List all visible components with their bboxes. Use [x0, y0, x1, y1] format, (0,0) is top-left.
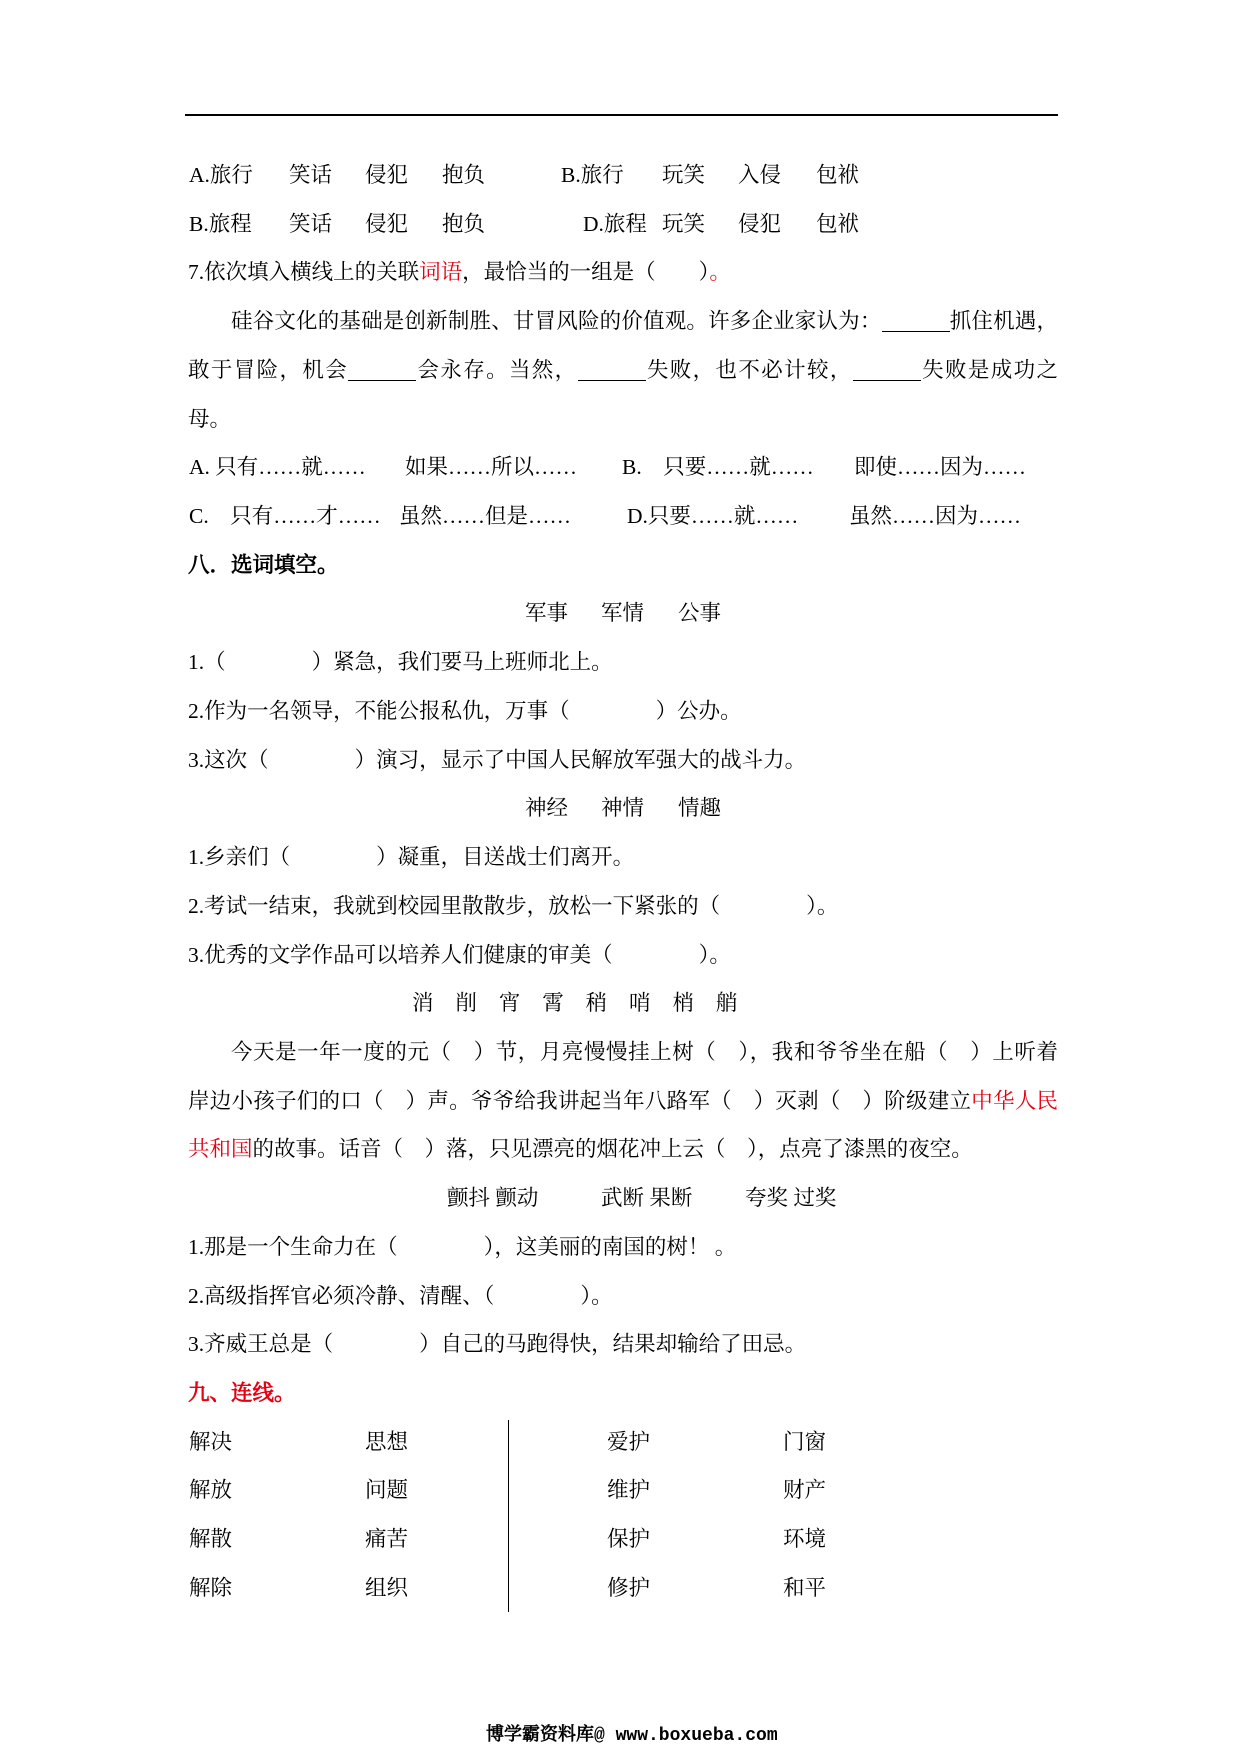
match-left-term: 解决 — [189, 1429, 233, 1454]
choice-b-part-2: 即使……因为…… — [854, 455, 1027, 480]
page-content — [0, 151, 1241, 1613]
q6-options-row-1 — [0, 151, 1241, 200]
word-bank-pair: 武断 果断 — [601, 1186, 693, 1211]
match-left-term: 解散 — [189, 1527, 233, 1552]
group-1-word-bank — [0, 589, 1241, 638]
q7-stem-highlight: 词语 — [419, 260, 463, 285]
q7-passage-line-2 — [0, 346, 1241, 395]
group-2-word-bank — [0, 784, 1241, 833]
group-2-sentence-2 — [0, 882, 1241, 931]
option-d-word-2: 玩笑 — [662, 211, 706, 236]
match-right-object: 财产 — [783, 1478, 827, 1503]
group-4-sentence-2 — [0, 1272, 1241, 1321]
sentence-text: 3.齐威王总是（ ）自己的马跑得快，结果却输给了田忌。 — [188, 1332, 807, 1357]
passage-text — [188, 1077, 1058, 1126]
match-left-term: 解除 — [189, 1575, 233, 1600]
matching-row-4 — [0, 1564, 1241, 1613]
section-9-heading-row — [0, 1369, 1241, 1418]
q7-stem-text-2: ，最恰当的一组是（ ） — [462, 260, 710, 285]
word-bank-pair: 颤抖 颤动 — [447, 1186, 539, 1211]
q7-passage-text-3: 母。 — [188, 406, 232, 431]
choice-a-part-1: A. 只有……就…… — [189, 455, 366, 480]
match-right-term: 爱护 — [607, 1429, 651, 1454]
fill-in-blank — [853, 361, 921, 381]
choice-d-part-2: 虽然……因为…… — [849, 504, 1022, 529]
group-2-sentence-3 — [0, 931, 1241, 980]
passage-segment: 失败，也不必计较， — [645, 357, 853, 382]
option-c-word-1: B.旅程 — [189, 211, 252, 236]
option-c-word-4: 抱负 — [442, 211, 486, 236]
choice-c-part-1: C. 只有……才…… — [189, 504, 381, 529]
passage-segment: 的故事。话音（ ）落，只见漂亮的烟花冲上云（ ），点亮了漆黑的夜空。 — [252, 1137, 973, 1162]
page-footer: 博学霸资料库@ www.boxueba.com — [486, 1726, 778, 1746]
match-right-object: 门窗 — [783, 1429, 827, 1454]
q7-choices-row-2 — [0, 492, 1241, 541]
sentence-text: 2.作为一名领导，不能公报私仇，万事（ ）公办。 — [188, 698, 742, 723]
char-bank-item: 艄 — [715, 991, 738, 1016]
option-b-word-3: 入侵 — [738, 163, 782, 187]
word-bank-item: 公事 — [678, 601, 722, 626]
group-1-sentence-2 — [0, 687, 1241, 736]
passage-segment: 会永存。当然， — [416, 357, 578, 382]
sentence-text: 3.这次（ ）演习，显示了中国人民解放军强大的战斗力。 — [188, 747, 807, 772]
matching-row-2 — [0, 1466, 1241, 1515]
q7-stem — [188, 248, 731, 297]
option-a-word-2: 笑话 — [289, 163, 333, 187]
passage-segment: 失败是成功之 — [920, 357, 1058, 382]
q7-choices-row-1 — [0, 443, 1241, 492]
sentence-text: 1.（ ）紧急，我们要马上班师北上。 — [188, 650, 613, 675]
word-bank-item: 情趣 — [678, 796, 722, 821]
group-4-sentence-1 — [0, 1223, 1241, 1272]
group-3-passage-line-2 — [0, 1077, 1241, 1126]
matching-divider — [508, 1420, 509, 1612]
option-a-word-3: 侵犯 — [365, 163, 409, 187]
option-a-word-1: A.旅行 — [189, 163, 253, 187]
passage-segment: 岸边小孩子们的口（ ）声。爷爷给我讲起当年八路军（ ）灭剥（ ）阶级建立 — [188, 1088, 972, 1113]
section-8-heading: 八．选词填空。 — [188, 552, 339, 577]
option-c-word-3: 侵犯 — [365, 211, 409, 236]
match-left-object: 问题 — [365, 1478, 409, 1503]
match-left-object: 思想 — [365, 1429, 409, 1454]
char-bank — [412, 979, 737, 1028]
group-4-word-bank — [0, 1174, 1241, 1223]
group-3-passage-line-3 — [0, 1125, 1241, 1174]
word-bank-item: 军情 — [601, 601, 645, 626]
option-b-word-4: 包袱 — [816, 163, 860, 187]
section-8-heading-row — [0, 541, 1241, 590]
word-bank-item: 军事 — [525, 601, 569, 626]
q7-passage-text-1 — [231, 297, 1058, 346]
passage-segment: 硅谷文化的基础是创新制胜、甘冒风险的价值观。许多企业家认为： — [231, 309, 882, 334]
fill-in-blank — [348, 361, 416, 381]
char-bank-item: 宵 — [498, 991, 521, 1016]
fill-in-blank — [578, 361, 646, 381]
char-bank-item: 消 — [412, 991, 434, 1016]
passage-text — [188, 1125, 973, 1174]
passage-text: 今天是一年一度的元（ ）节，月亮慢慢挂上树（ ），我和爷爷坐在船（ ）上听着 — [231, 1039, 1058, 1064]
sentence-text: 2.考试一结束，我就到校园里散散步，放松一下紧张的（ ）。 — [188, 893, 839, 918]
word-bank-item: 神情 — [601, 796, 645, 821]
q7-passage-text-2 — [188, 346, 1058, 395]
matching-row-3 — [0, 1515, 1241, 1564]
matching-row-1 — [0, 1418, 1241, 1467]
choice-a-part-2: 如果……所以…… — [405, 455, 578, 480]
passage-highlight: 共和国 — [188, 1137, 253, 1162]
sentence-text: 2.高级指挥官必须冷静、清醒、（ ）。 — [188, 1283, 613, 1308]
match-left-term: 解放 — [189, 1478, 233, 1503]
sentence-text: 1.乡亲们（ ）凝重，目送战士们离开。 — [188, 845, 635, 870]
section-9-heading: 九、连线。 — [188, 1380, 296, 1405]
option-a-word-4: 抱负 — [442, 163, 486, 187]
choice-d-part-1: D.只要……就…… — [627, 504, 799, 529]
q6-options-row-2 — [0, 200, 1241, 249]
char-bank-item: 稍 — [585, 991, 608, 1016]
q7-passage-line-3 — [0, 395, 1241, 444]
passage-highlight: 中华人民 — [971, 1088, 1058, 1113]
header-rule — [185, 114, 1058, 116]
choice-c-part-2: 虽然……但是…… — [399, 504, 572, 529]
group-1-sentence-1 — [0, 638, 1241, 687]
group-4-sentence-3 — [0, 1320, 1241, 1369]
match-right-object: 环境 — [783, 1527, 827, 1552]
q7-stem-row — [0, 248, 1241, 297]
sentence-text: 1.那是一个生命力在（ ），这美丽的南国的树！ 。 — [188, 1234, 737, 1259]
option-c-word-2: 笑话 — [289, 211, 333, 236]
fill-in-blank — [882, 312, 950, 332]
match-right-object: 和平 — [783, 1575, 827, 1600]
group-3-char-bank — [0, 979, 1241, 1028]
match-right-term: 修护 — [607, 1575, 651, 1600]
q7-passage-line-1 — [0, 297, 1241, 346]
passage-segment: 敢于冒险，机会 — [188, 357, 349, 382]
char-bank-item: 哨 — [629, 991, 651, 1016]
group-3-passage-line-1 — [0, 1028, 1241, 1077]
group-1-sentence-3 — [0, 736, 1241, 785]
group-2-sentence-1 — [0, 833, 1241, 882]
choice-b-part-1: B. 只要……就…… — [622, 455, 814, 480]
match-left-object: 痛苦 — [365, 1527, 409, 1552]
q7-stem-end: 。 — [709, 260, 731, 285]
q7-stem-text: 7.依次填入横线上的关联 — [188, 260, 420, 285]
word-bank-item: 神经 — [525, 796, 569, 821]
option-d-word-3: 侵犯 — [738, 211, 782, 236]
char-bank-item: 削 — [455, 991, 477, 1016]
option-d-word-1: D.旅程 — [583, 211, 647, 236]
match-right-term: 维护 — [607, 1478, 651, 1503]
char-bank-item: 梢 — [672, 991, 694, 1016]
option-d-word-4: 包袱 — [816, 211, 860, 236]
option-b-word-1: B.旅行 — [561, 163, 624, 187]
option-b-word-2: 玩笑 — [662, 163, 706, 187]
char-bank-item: 霄 — [542, 991, 564, 1016]
match-right-term: 保护 — [607, 1527, 651, 1552]
passage-segment: 抓住机遇， — [949, 309, 1058, 334]
sentence-text: 3.优秀的文学作品可以培养人们健康的审美（ ）。 — [188, 942, 731, 967]
word-bank-pair: 夸奖 过奖 — [745, 1186, 837, 1211]
match-left-object: 组织 — [365, 1575, 409, 1600]
